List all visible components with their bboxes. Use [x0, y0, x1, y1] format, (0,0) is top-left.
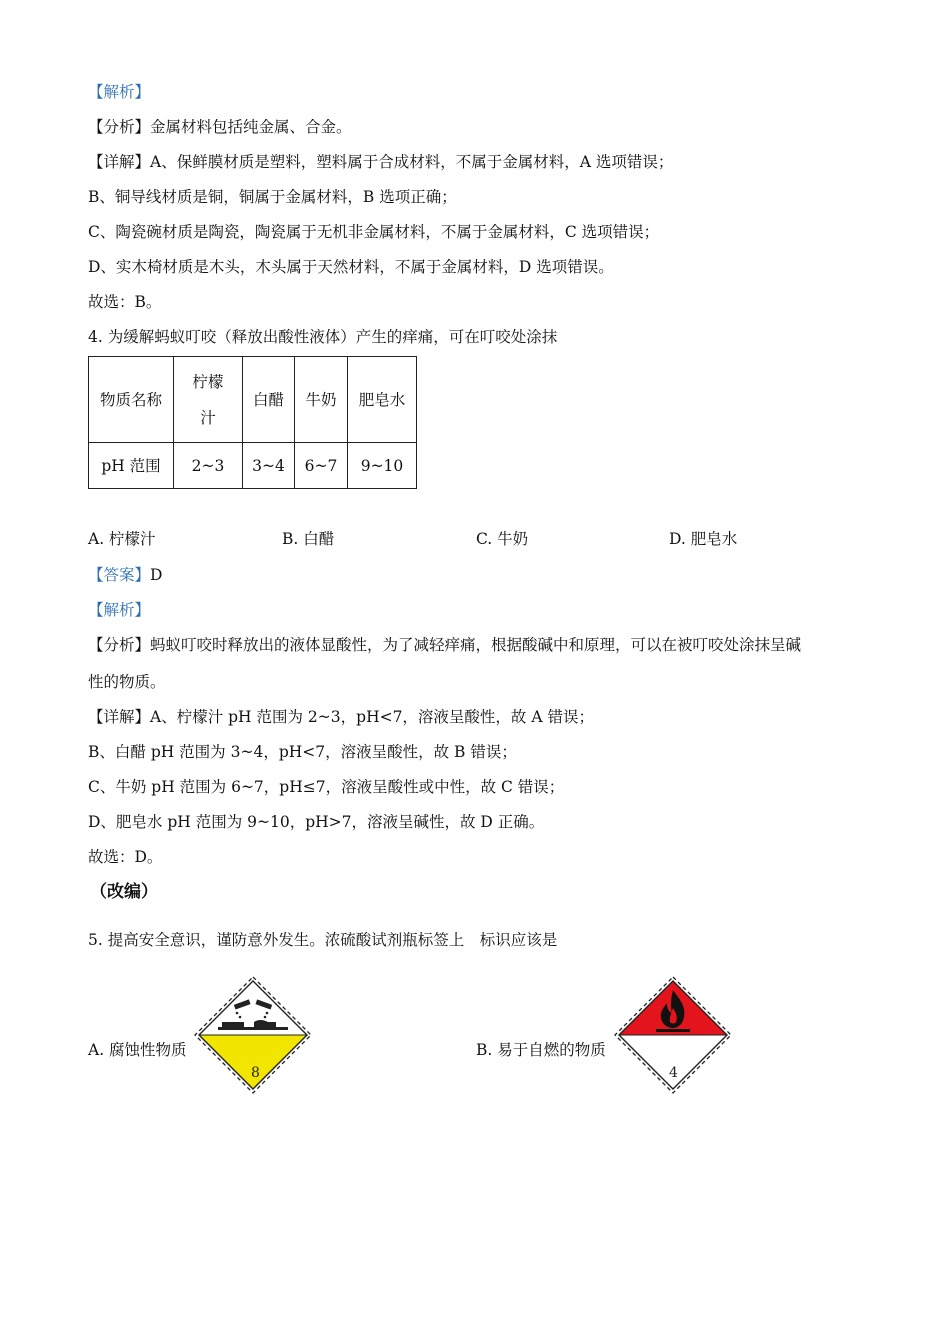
corrosive-sign-icon	[194, 976, 312, 1094]
xiangjie-tag: 【详解】	[88, 153, 151, 171]
q4-line-d: D、肥皂水 pH 范围为 9~10，pH>7，溶液呈碱性，故 D 正确。	[88, 813, 545, 831]
answer-value: D	[150, 566, 163, 584]
q4-conclusion: 故选：D。	[88, 848, 163, 866]
jiexi-tag: 【解析】	[88, 601, 151, 619]
q3-line-b: B、铜导线材质是铜，铜属于金属材料，B 选项正确；	[88, 188, 457, 206]
answer-tag: 【答案】	[88, 566, 151, 584]
cell-milk-ph: 6~7	[295, 443, 348, 489]
header-soap-water: 肥皂水	[348, 357, 417, 443]
xiangjie-text-a: A、保鲜膜材质是塑料，塑料属于合成材料，不属于金属材料，A 选项错误；	[150, 153, 674, 171]
q4-option-a: A. 柠檬汁	[88, 530, 156, 548]
fenxi-tag: 【分析】	[88, 636, 151, 654]
q4-option-b: B. 白醋	[282, 530, 335, 548]
table-row	[89, 443, 417, 489]
flame-sign-icon	[614, 976, 732, 1094]
q4-fenxi-line2: 性的物质。	[88, 673, 166, 691]
row-label-ph: pH 范围	[89, 443, 174, 489]
header-lemon-line2: 汁	[200, 408, 216, 427]
header-lemon-juice	[174, 357, 243, 443]
section-title: （改编）	[90, 882, 158, 902]
header-lemon-line1: 柠檬	[192, 372, 224, 391]
header-substance-name: 物质名称	[89, 357, 174, 443]
q3-fenxi-line	[88, 117, 352, 137]
fenxi-text: 金属材料包括纯金属、合金。	[150, 118, 352, 136]
header-milk: 牛奶	[295, 357, 348, 443]
fenxi-tag: 【分析】	[88, 118, 151, 136]
xiangjie-tag: 【详解】	[88, 708, 151, 726]
q4-fenxi-line1	[88, 635, 801, 655]
q4-answer-line	[88, 565, 162, 585]
sign-b-number: 4	[669, 1065, 678, 1081]
q4-option-d: D. 肥皂水	[669, 530, 738, 548]
q4-jiexi-heading	[88, 600, 150, 620]
cell-vinegar-ph: 3~4	[243, 443, 295, 489]
jiexi-tag: 【解析】	[88, 83, 151, 101]
q3-line-c: C、陶瓷碗材质是陶瓷，陶瓷属于无机非金属材料，不属于金属材料，C 选项错误；	[88, 223, 660, 241]
cell-lemon-ph: 2~3	[174, 443, 243, 489]
cell-soap-ph: 9~10	[348, 443, 417, 489]
fenxi-text-1: 蚂蚁叮咬时释放出的液体显酸性，为了减轻痒痛，根据酸碱中和原理，可以在被叮咬处涂抹呈碱	[150, 636, 802, 654]
q3-xiangjie-line-a	[88, 152, 673, 172]
q3-jiexi-heading	[88, 82, 150, 102]
q5-option-a: A. 腐蚀性物质	[88, 1041, 187, 1059]
header-vinegar: 白醋	[243, 357, 295, 443]
q3-line-d: D、实木椅材质是木头，木头属于天然材料，不属于金属材料，D 选项错误。	[88, 258, 614, 276]
q4-line-b: B、白醋 pH 范围为 3~4，pH<7，溶液呈酸性，故 B 错误；	[88, 743, 517, 761]
q3-conclusion: 故选：B。	[88, 293, 162, 311]
sign-a-number: 8	[251, 1065, 260, 1081]
q5-stem: 5. 提高安全意识，谨防意外发生。浓硫酸试剂瓶标签上 标识应该是	[88, 931, 558, 949]
table-header-row	[89, 357, 417, 443]
q4-line-c: C、牛奶 pH 范围为 6~7，pH≤7，溶液呈酸性或中性，故 C 错误；	[88, 778, 565, 796]
q5-option-b: B. 易于自燃的物质	[476, 1041, 606, 1059]
q4-option-c: C. 牛奶	[476, 530, 529, 548]
ph-table	[88, 356, 417, 489]
xiangjie-text-a: A、柠檬汁 pH 范围为 2~3，pH<7，溶液呈酸性，故 A 错误；	[150, 708, 594, 726]
q4-xiangjie-line-a	[88, 707, 594, 727]
q4-stem: 4. 为缓解蚂蚁叮咬（释放出酸性液体）产生的痒痛，可在叮咬处涂抹	[88, 328, 558, 346]
